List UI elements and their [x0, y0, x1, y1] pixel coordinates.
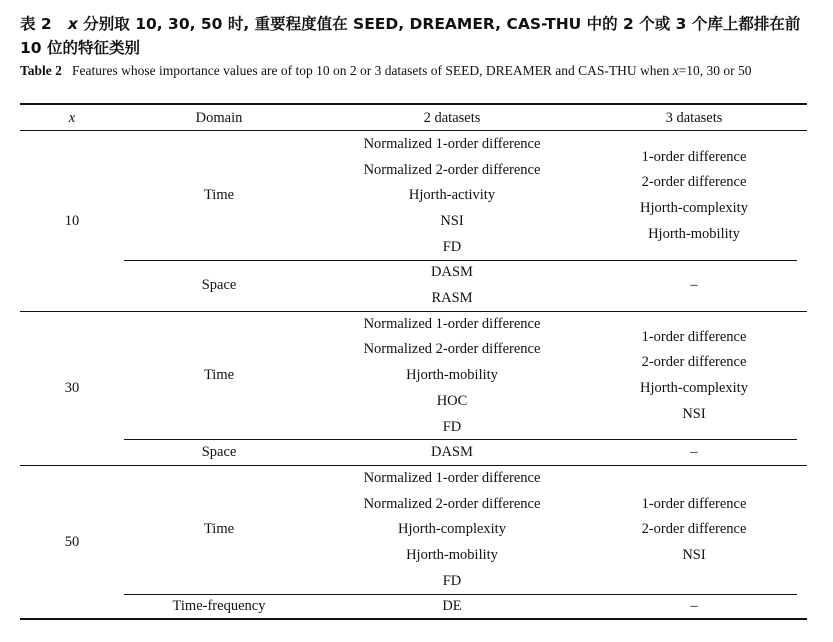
two-datasets-cell: FD — [442, 418, 462, 435]
caption-zh-text: 分别取 10, 30, 50 时, 重要程度值在 SEED, DREAMER, CAS-THU 中的 2 个或 3 个库上都排在前 10 位的特征类别 — [20, 15, 801, 57]
caption-en-label: Table 2 — [20, 63, 62, 78]
two-datasets-cell: Normalized 2-order difference — [363, 161, 541, 178]
three-datasets-cell: 2-order difference — [641, 174, 747, 191]
group-separator-rule — [20, 311, 807, 312]
three-datasets-cell: Hjorth-mobility — [648, 225, 740, 242]
table-bottom-rule — [20, 618, 807, 620]
three-datasets-cell: – — [690, 444, 698, 461]
three-datasets-cell: – — [690, 598, 698, 615]
two-datasets-cell: Normalized 1-order difference — [363, 135, 541, 152]
two-datasets-cell: Hjorth-mobility — [406, 547, 498, 564]
two-datasets-cell: Hjorth-complexity — [398, 521, 506, 538]
three-datasets-cell: NSI — [682, 547, 706, 564]
domain-cell: Time — [203, 521, 235, 538]
header-3-datasets: 3 datasets — [665, 110, 723, 126]
two-datasets-cell: FD — [442, 238, 462, 255]
three-datasets-cell: 1-order difference — [641, 148, 747, 165]
two-datasets-cell: Normalized 2-order difference — [363, 341, 541, 358]
two-datasets-cell: HOC — [436, 392, 468, 409]
domain-cell: Time-frequency — [172, 598, 266, 615]
two-datasets-cell: Normalized 2-order difference — [363, 495, 541, 512]
three-datasets-cell: Hjorth-complexity — [640, 380, 748, 396]
group-separator-rule — [20, 465, 807, 466]
two-datasets-cell: Hjorth-activity — [408, 187, 496, 204]
caption-en-text-2: =10, 30 or 50 — [678, 63, 752, 78]
header-domain: Domain — [195, 110, 243, 126]
three-datasets-cell: – — [690, 277, 698, 294]
domain-cell: Space — [201, 277, 237, 294]
x-value-cell: 10 — [64, 212, 80, 229]
domain-cell: Time — [203, 367, 235, 384]
two-datasets-cell: DASM — [431, 264, 473, 281]
row-separator-rule — [124, 260, 797, 261]
two-datasets-cell: Hjorth-mobility — [406, 367, 498, 384]
caption-zh-label: 表 2 — [20, 15, 52, 33]
three-datasets-cell: 1-order difference — [641, 328, 747, 345]
three-datasets-cell: NSI — [682, 405, 706, 422]
two-datasets-cell: RASM — [431, 290, 473, 307]
domain-cell: Time — [203, 187, 235, 204]
caption-zh-variable: x — [67, 15, 78, 33]
two-datasets-cell: DASM — [431, 444, 473, 461]
caption-en-variable: x — [672, 63, 679, 78]
x-value-cell: 30 — [64, 380, 80, 396]
three-datasets-cell: 2-order difference — [641, 354, 747, 371]
three-datasets-cell: 1-order difference — [641, 495, 747, 512]
header-2-datasets: 2 datasets — [423, 110, 481, 126]
caption-chinese — [20, 12, 815, 60]
caption-en-text: Features whose importance values are of top 10 on 2 or 3 datasets of SEED, DREAMER and CAS-THU when — [72, 63, 670, 78]
header-x: x — [68, 110, 76, 126]
row-separator-rule — [124, 439, 797, 440]
table-header-rule — [20, 130, 807, 131]
caption-english — [20, 62, 815, 79]
row-separator-rule — [124, 594, 797, 595]
three-datasets-cell: 2-order difference — [641, 521, 747, 538]
two-datasets-cell: FD — [442, 572, 462, 589]
two-datasets-cell: Normalized 1-order difference — [363, 315, 541, 332]
table-top-rule — [20, 103, 807, 105]
two-datasets-cell: NSI — [440, 212, 464, 229]
two-datasets-cell: Normalized 1-order difference — [363, 469, 541, 486]
two-datasets-cell: DE — [442, 598, 462, 615]
domain-cell: Space — [201, 444, 237, 461]
three-datasets-cell: Hjorth-complexity — [640, 200, 748, 217]
x-value-cell: 50 — [64, 534, 80, 551]
